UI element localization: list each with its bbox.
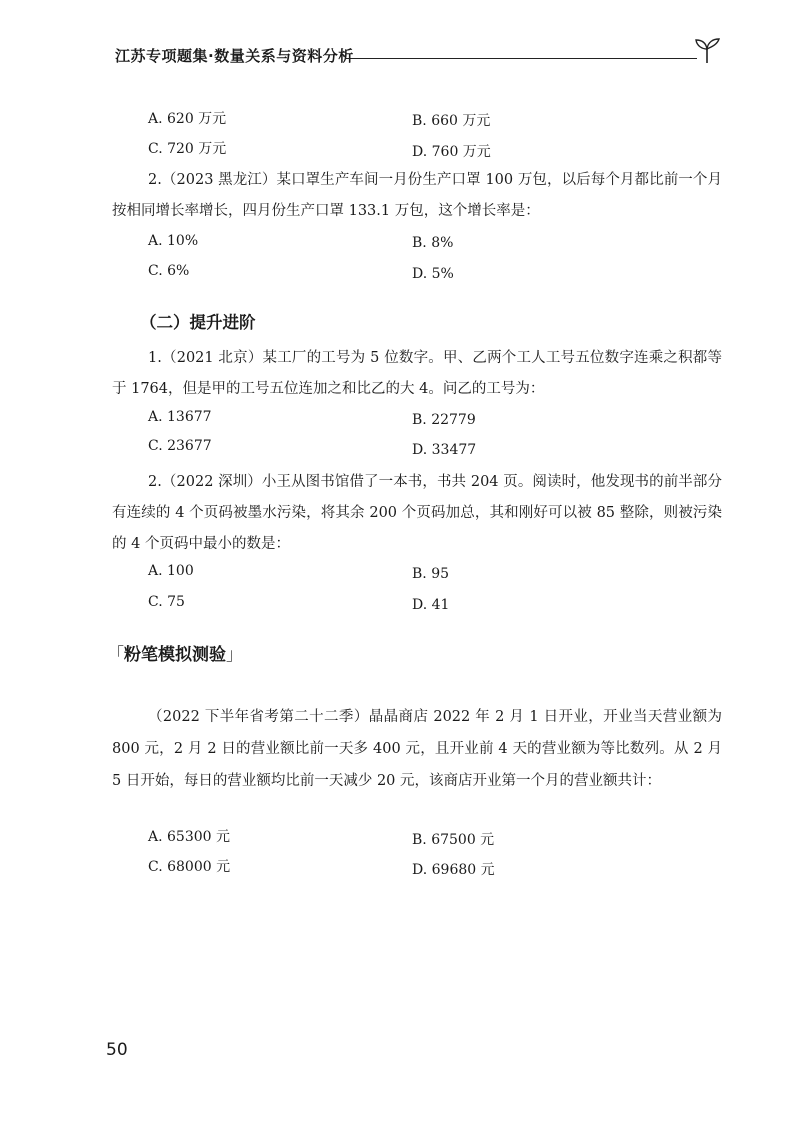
option-a[interactable]: A. 65300 元 — [148, 829, 230, 845]
option-b[interactable]: B. 22779 — [412, 412, 476, 428]
section-title-advanced: （二）提升进阶 — [140, 313, 256, 332]
option-c[interactable]: C. 68000 元 — [148, 859, 231, 875]
option-a[interactable]: A. 620 万元 — [148, 111, 227, 127]
option-c[interactable]: C. 23677 — [148, 438, 212, 454]
option-c[interactable]: C. 6% — [148, 263, 190, 279]
option-b[interactable]: B. 8% — [412, 235, 454, 251]
question-text: 1.（2021 北京）某工厂的工号为 5 位数字。甲、乙两个工人工号五位数字连乘之积都等于 1764，但是甲的工号五位连加之和比乙的大 4。问乙的工号为： — [112, 350, 722, 397]
running-header-title: 江苏专项题集·数量关系与资料分析 — [115, 47, 354, 65]
option-d[interactable]: D. 69680 元 — [412, 862, 495, 878]
page-number: 50 — [106, 1040, 128, 1060]
sprout-icon — [693, 36, 721, 64]
option-b[interactable]: B. 95 — [412, 566, 450, 582]
option-d[interactable]: D. 760 万元 — [412, 144, 491, 160]
option-a[interactable]: A. 13677 — [148, 409, 212, 425]
bracket-right: 」 — [226, 645, 243, 665]
question-text: （2022 下半年省考第二十二季）晶晶商店 2022 年 2 月 1 日开业，开业当天营业额为 800 元，2 月 2 日的营业额比前一天多 400 元，且开业前 4 天的营业额为等比数列。从 2 月 5 日开始，每日的营业额均比前一天减少 20 元，该商店开业第一个月的营业额共计： — [112, 709, 722, 789]
mock-test-title: 粉笔模拟测验 — [124, 645, 226, 665]
option-a[interactable]: A. 100 — [148, 563, 194, 579]
option-d[interactable]: D. 33477 — [412, 442, 477, 458]
question-2-block — [112, 165, 722, 227]
option-c[interactable]: C. 75 — [148, 594, 185, 610]
mock-test-heading — [107, 640, 243, 665]
option-d[interactable]: D. 5% — [412, 266, 454, 282]
option-b[interactable]: B. 67500 元 — [412, 832, 495, 848]
question-text: 2.（2023 黑龙江）某口罩生产车间一月份生产口罩 100 万包，以后每个月都比前一个月按相同增长率增长，四月份生产口罩 133.1 万包，这个增长率是： — [112, 172, 722, 219]
option-a[interactable]: A. 10% — [148, 233, 199, 249]
option-d[interactable]: D. 41 — [412, 597, 450, 613]
advanced-question-1-block — [112, 343, 722, 405]
bracket-left: 「 — [107, 645, 124, 665]
option-b[interactable]: B. 660 万元 — [412, 113, 491, 129]
question-text: 2.（2022 深圳）小王从图书馆借了一本书，书共 204 页。阅读时，他发现书的前半部分有连续的 4 个页码被墨水污染，将其余 200 个页码加总，其和刚好可以被 85 整除，则被污染的 4 个页码中最小的数是： — [112, 474, 722, 552]
mock-question-block — [112, 701, 722, 797]
advanced-question-2-block — [112, 467, 722, 560]
option-c[interactable]: C. 720 万元 — [148, 141, 227, 157]
header-rule — [345, 58, 697, 59]
